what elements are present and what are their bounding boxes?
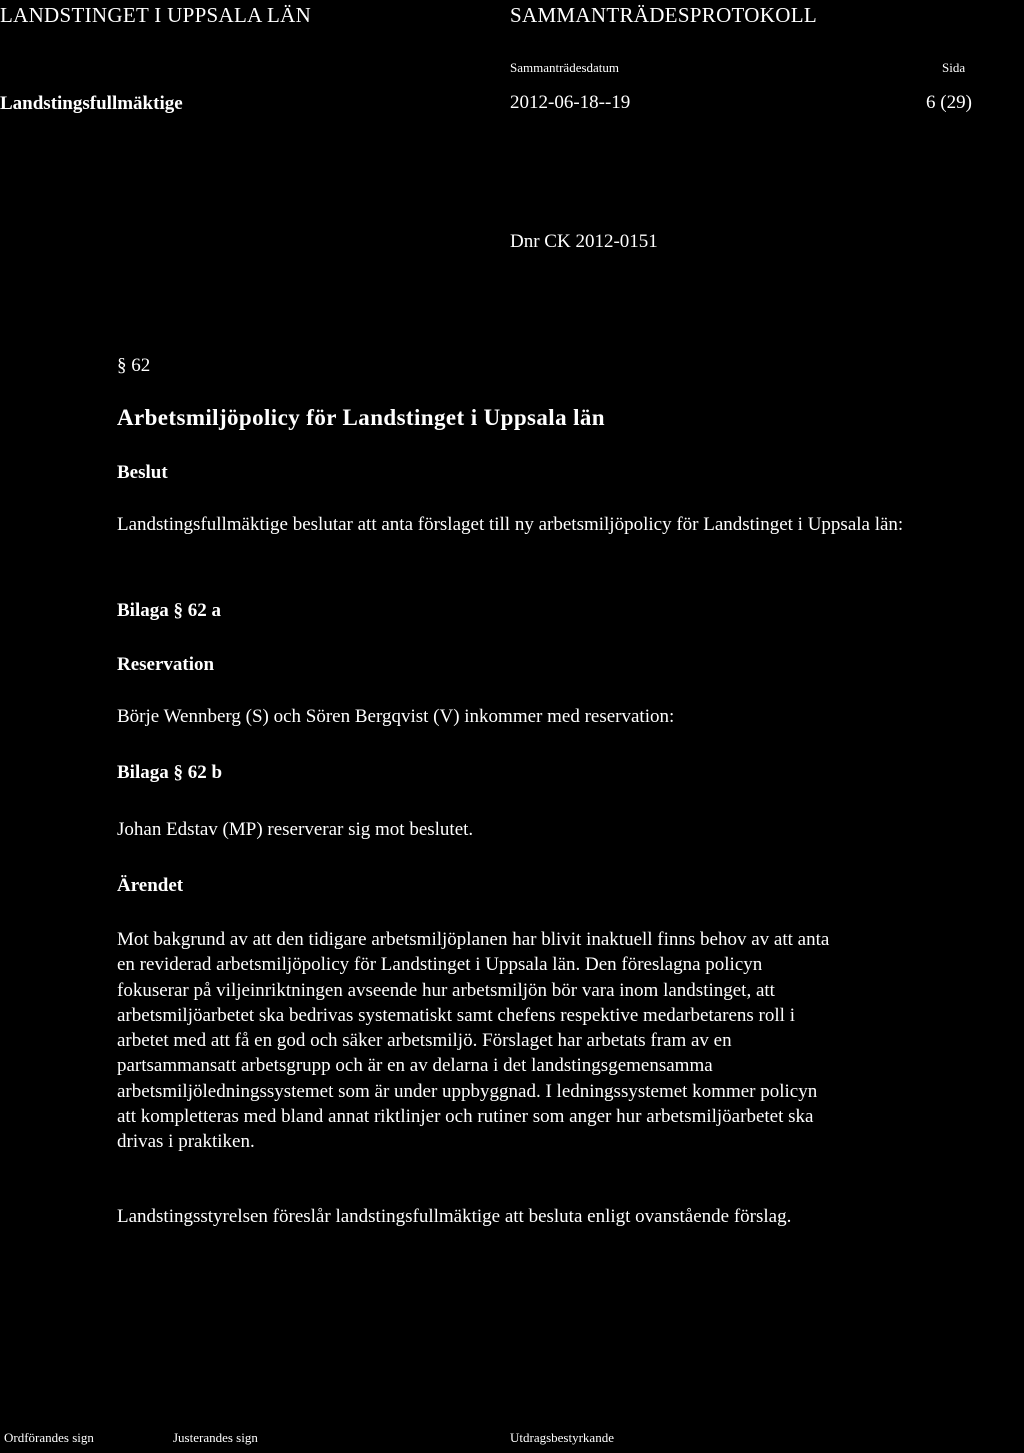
arendet-line: arbetsmiljöledningssystemet som är under uppbyggnad. I ledningssystemet kommer policyn (117, 1080, 818, 1102)
body-name: Landstingsfullmäktige (0, 93, 183, 114)
arendet-line: en reviderad arbetsmiljöpolicy för Landstinget i Uppsala län. Den föreslagna policyn (117, 954, 763, 976)
item-title: Arbetsmiljöpolicy för Landstinget i Uppsala län (117, 405, 605, 430)
arendet-line: Mot bakgrund av att den tidigare arbetsmiljöplanen har blivit inaktuell finns behov av att anta (117, 929, 830, 950)
section-number: § 62 (117, 355, 151, 376)
arendet-line: partsammansatt arbetsgrupp och är en av delarna i det landstingsgemensamma (117, 1055, 713, 1077)
case-number: Dnr CK 2012-0151 (510, 231, 658, 252)
beslut-heading: Beslut (117, 462, 168, 483)
bilaga-b-reference: Bilaga § 62 b (117, 762, 223, 783)
chair-signature-label: Ordförandes sign (4, 1430, 94, 1445)
reservation-heading: Reservation (117, 654, 215, 675)
date-label: Sammanträdesdatum (510, 60, 620, 75)
reservation-text: Börje Wennberg (S) och Sören Bergqvist (V) inkommer med reservation: (117, 706, 675, 727)
arendet-paragraph (117, 927, 829, 1155)
arendet-line: drivas i praktiken. (117, 1131, 255, 1153)
document-type: SAMMANTRÄDESPROTOKOLL (510, 3, 817, 27)
arendet-line: att kompletteras med bland annat riktlinjer och rutiner som anger hur arbetsmiljöarbetet ska (117, 1106, 814, 1128)
bilaga-a-reference: Bilaga § 62 a (117, 600, 221, 621)
page-label: Sida (942, 60, 966, 75)
board-proposal: Landstingsstyrelsen föreslår landstingsfullmäktige att besluta enligt ovanstående förslag. (117, 1206, 792, 1227)
arendet-heading: Ärendet (117, 875, 184, 896)
meeting-date: 2012-06-18--19 (510, 92, 631, 113)
arendet-line: arbetsmiljöarbetet ska bedrivas systematiskt samt chefens respektive medarbetarens roll i (117, 1004, 795, 1026)
arendet-line: arbetet med att få en god och säker arbetsmiljö. Förslaget har arbetats fram av en (117, 1030, 732, 1052)
page-number: 6 (29) (926, 92, 972, 113)
organization-name: LANDSTINGET I UPPSALA LÄN (0, 3, 312, 27)
arendet-line: fokuserar på viljeinriktningen avseende hur arbetsmiljön bör vara inom landstinget, att (117, 979, 775, 1001)
edstav-reservation: Johan Edstav (MP) reserverar sig mot beslutet. (117, 819, 474, 840)
extract-certification-label: Utdragsbestyrkande (510, 1430, 614, 1445)
adjuster-signature-label: Justerandes sign (173, 1430, 258, 1445)
beslut-text: Landstingsfullmäktige beslutar att anta förslaget till ny arbetsmiljöpolicy för Landstinget i Uppsala län: (117, 514, 904, 535)
